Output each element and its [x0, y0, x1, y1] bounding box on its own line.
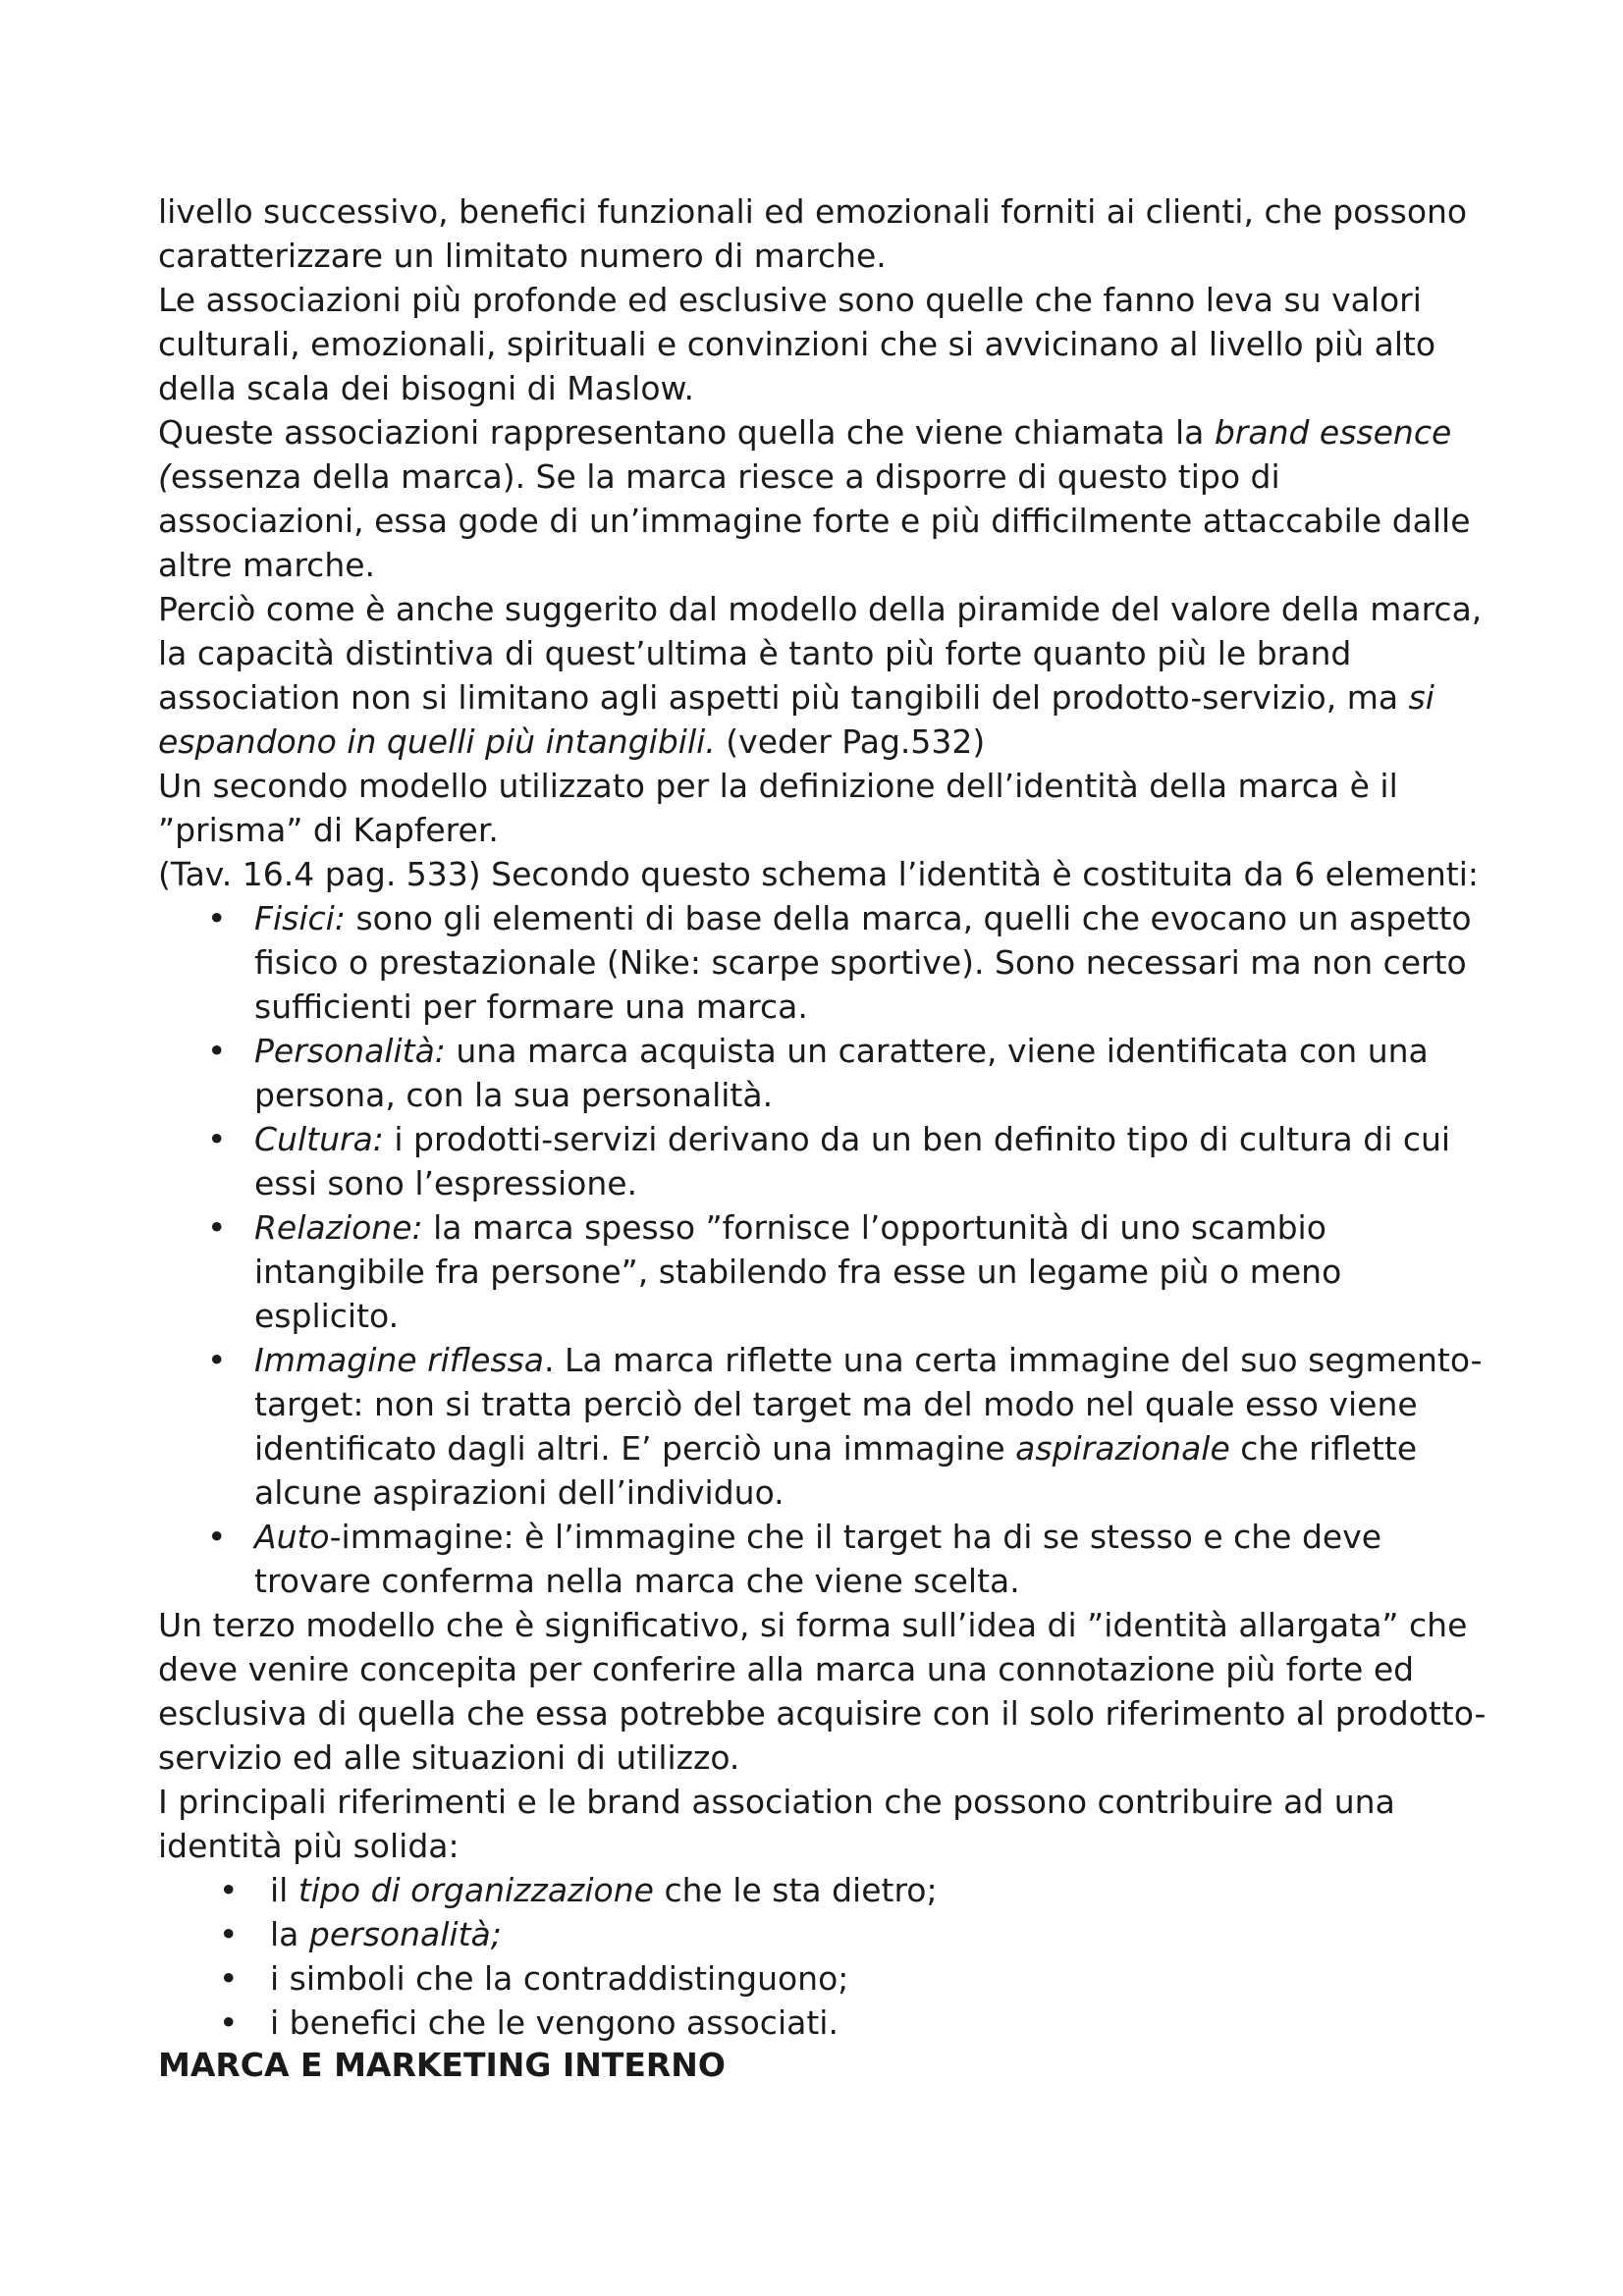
list-item-text: la: [270, 1915, 309, 1953]
list-item-text-end: che le sta dietro;: [653, 1871, 938, 1909]
list-item-text: . La marca riflette una certa immagine del suo segmento-target: non si tratta perciò del target ma del modo nel quale esso viene identificato dagli altri. E’ perciò una immagine: [254, 1341, 1483, 1468]
prism-elements-list: [158, 896, 1493, 1603]
list-item-text: i simboli che la contraddistinguono;: [270, 1959, 849, 1998]
paragraph-3-text-end: essenza della marca). Se la marca riesce a disporre di questo tipo di associazioni, essa gode di un’immagine forte e più difficilmente attaccabile dalle altre marche.: [158, 457, 1471, 584]
list-item-emphasis: tipo di organizzazione: [298, 1871, 654, 1909]
list-item-text: i benefici che le vengono associati.: [270, 2003, 839, 2042]
list-item-term: Auto: [254, 1518, 330, 1556]
list-item-emphasis: personalità;: [308, 1915, 502, 1953]
document-page: [158, 189, 1493, 2087]
list-item: [158, 1956, 1493, 2001]
list-item-term-2: aspirazionale: [1015, 1429, 1230, 1468]
paragraph-3: [158, 410, 1493, 587]
list-item-text-2: che riflette alcune aspirazioni dell’individuo.: [254, 1429, 1418, 1512]
paragraph-4: [158, 587, 1493, 764]
list-item-term: Relazione:: [254, 1208, 423, 1247]
list-item-term: Personalità:: [254, 1032, 446, 1070]
list-item-term: Fisici:: [254, 899, 346, 937]
paragraph-4-text-end: (veder Pag.532): [715, 722, 986, 761]
list-item: [158, 1117, 1493, 1205]
paragraph-3-text: Queste associazioni rappresentano quella che viene chiamata la: [158, 413, 1215, 452]
paragraph-6: (Tav. 16.4 pag. 533) Secondo questo schema l’identità è costituita da 6 elementi:: [158, 855, 1480, 893]
list-item: [158, 1515, 1493, 1603]
paragraph-7: Un terzo modello che è significativo, si forma sull’idea di ”identità allargata” che deve venire concepita per conferire alla marca una connotazione più forte ed esclusiva di quella che essa potrebbe acquisire con il solo riferimento al prodotto-servizio ed alle situazioni di utilizzo.: [158, 1606, 1487, 1777]
section-heading: MARCA E MARKETING INTERNO: [158, 2046, 726, 2084]
paragraph-4-text: Perciò come è anche suggerito dal modello della piramide del valore della marca, la capacità distintiva di quest’ultima è tanto più forte quanto più le brand association non si limitano agli aspetti più tangibili del prodotto-servizio, ma: [158, 590, 1483, 717]
list-item-text: sono gli elementi di base della marca, quelli che evocano un aspetto fisico o prestazionale (Nike: scarpe sportive). Sono necessari ma non certo sufficienti per formare una marca.: [254, 899, 1472, 1026]
list-item: [158, 1338, 1493, 1515]
list-item-term: Cultura:: [254, 1120, 384, 1158]
references-list: [158, 1868, 1493, 2045]
paragraph-5: Un secondo modello utilizzato per la definizione dell’identità della marca è il ”prisma” di Kapferer.: [158, 767, 1398, 849]
list-item-term: Immagine riflessa: [254, 1341, 545, 1379]
list-item: [158, 1029, 1493, 1117]
list-item: [158, 2001, 1493, 2045]
paragraph-2: Le associazioni più profonde ed esclusive sono quelle che fanno leva su valori culturali, emozionali, spirituali e convinzioni che si avvicinano al livello più alto della scala dei bisogni di Maslow.: [158, 281, 1436, 407]
list-item-text: la marca spesso ”fornisce l’opportunità di uno scambio intangibile fra persone”, stabilendo fra esse un legame più o meno esplicito.: [254, 1208, 1342, 1335]
list-item: [158, 1868, 1493, 1912]
list-item: [158, 1912, 1493, 1956]
paragraph-3-emphasis: brand essence (: [158, 413, 1452, 496]
list-item-text: -immagine: è l’immagine che il target ha di se stesso e che deve trovare conferma nella marca che viene scelta.: [254, 1518, 1382, 1600]
list-item: [158, 896, 1493, 1029]
paragraph-1: livello successivo, benefici funzionali ed emozionali forniti ai clienti, che possono caratterizzare un limitato numero di marche.: [158, 192, 1468, 275]
list-item-text: i prodotti-servizi derivano da un ben definito tipo di cultura di cui essi sono l’espressione.: [254, 1120, 1451, 1202]
paragraph-4-emphasis: si espandono in quelli più intangibili.: [158, 678, 1434, 761]
list-item-text: una marca acquista un carattere, viene identificata con una persona, con la sua personalità.: [254, 1032, 1429, 1114]
list-item-text: il: [270, 1871, 298, 1909]
paragraph-8: I principali riferimenti e le brand association che possono contribuire ad una identità più solida:: [158, 1783, 1395, 1865]
list-item: [158, 1205, 1493, 1338]
